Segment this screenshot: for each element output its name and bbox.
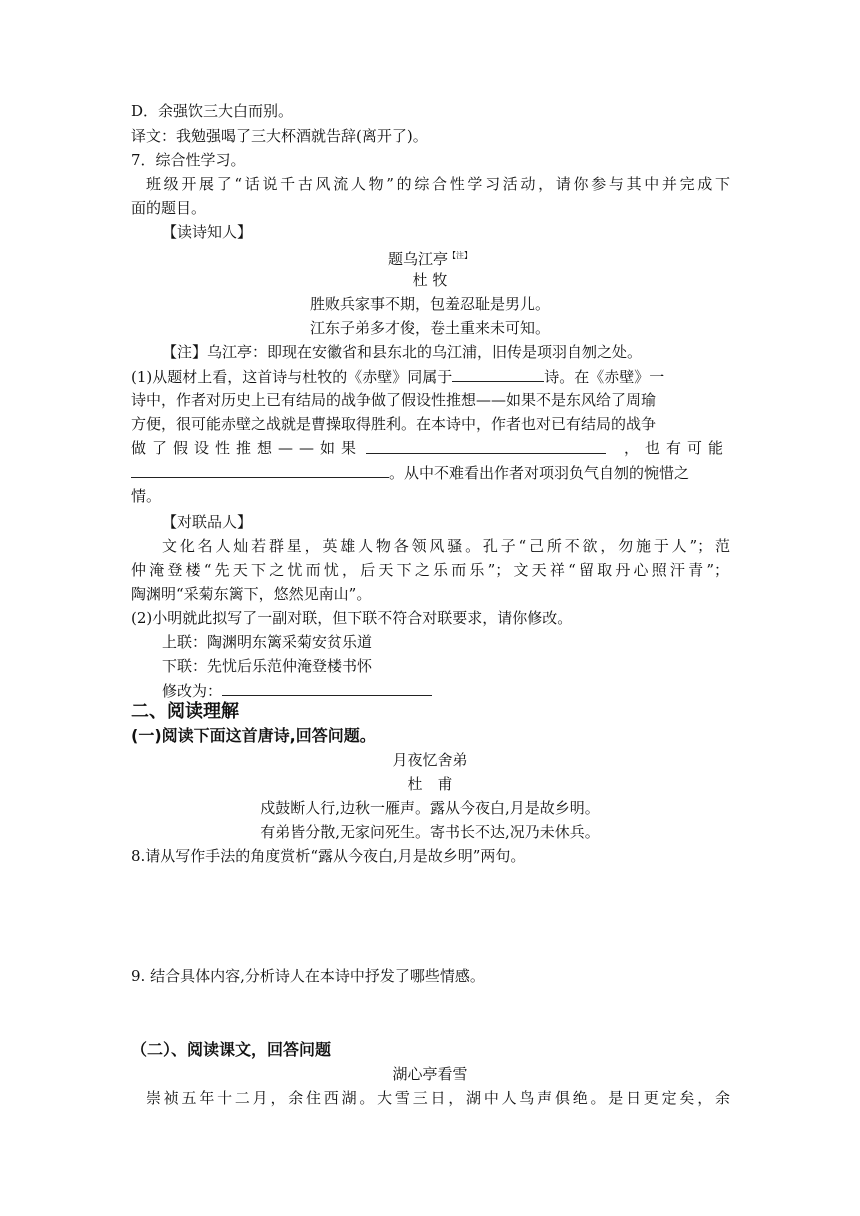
answer-blank-3[interactable] <box>131 461 389 478</box>
poem-title-text: 题乌江亭 <box>387 250 448 268</box>
poem-title-yuye: 月夜忆舍弟 <box>392 751 468 769</box>
question-1-line-6: 情。 <box>131 487 162 505</box>
question-1-line-5 <box>131 461 689 484</box>
poem-title-note-mark: 【注】 <box>448 251 472 260</box>
poem-line-2: 江东子弟多才俊，卷土重来未可知。 <box>309 319 550 337</box>
question-9: 9. 结合具体内容,分析诗人在本诗中抒发了哪些情感。 <box>131 967 485 985</box>
question-1-line-4 <box>131 437 729 459</box>
section-read-poem-heading: 【读诗知人】 <box>162 223 253 241</box>
couplet-intro-line-2: 仲淹登楼“先天下之忧而忧，后天下之乐而乐”；文天祥“留取丹心照汗青”； <box>131 561 729 579</box>
revision-label: 修改为： <box>162 682 223 700</box>
translation-line: 译文：我勉强喝了三大杯酒就告辞(离开了)。 <box>131 127 428 145</box>
section-couplet-heading: 【对联品人】 <box>162 513 253 531</box>
section-2-heading: 二、阅读理解 <box>131 701 239 722</box>
poem-author-dumu: 杜 牧 <box>412 271 448 289</box>
poem-author-dufu: 杜 甫 <box>407 775 453 793</box>
activity-intro-line-2: 面的题目。 <box>131 199 207 217</box>
question-2-prompt: (2)小明就此拟写了一副对联，但下联不符合对联要求，请你修改。 <box>131 609 573 627</box>
question-1-text-b: 诗。在《赤壁》一 <box>544 368 665 386</box>
poem-line-1: 胜败兵家事不期，包羞忍耻是男儿。 <box>309 295 550 313</box>
answer-blank-2[interactable] <box>366 437 606 454</box>
dufu-poem-line-2: 有弟皆分散,无家问死生。寄书长不达,况乃未休兵。 <box>260 823 600 841</box>
couplet-intro-line-1: 文化名人灿若群星，英雄人物各领风骚。孔子“己所不欲，勿施于人”；范 <box>162 537 730 555</box>
essay-first-line: 崇祯五年十二月，余住西湖。大雪三日，湖中人鸟声俱绝。是日更定矣，余 <box>146 1089 730 1107</box>
question-7-heading: 7．综合性学习。 <box>131 151 246 169</box>
question-1-text-d: ，也有可能 <box>623 439 729 457</box>
question-1-line-1 <box>131 365 664 388</box>
essay-title: 湖心亭看雪 <box>392 1065 468 1083</box>
question-1-text-c: 做了假设性推想——如果 <box>131 439 363 457</box>
answer-blank-1[interactable] <box>452 365 544 382</box>
dufu-poem-line-1: 戍鼓断人行,边秋一雁声。露从今夜白,月是故乡明。 <box>260 799 600 817</box>
couplet-intro-line-3: 陶渊明“采菊东篱下，悠然见南山”。 <box>131 585 372 603</box>
answer-blank-4[interactable] <box>222 679 432 696</box>
couplet-revision-line <box>162 679 432 702</box>
question-1-line-3: 方便，很可能赤壁之战就是曹操取得胜利。在本诗中，作者也对已有结局的战争 <box>131 415 657 433</box>
poem-note: 【注】乌江亭：即现在安徽省和县东北的乌江浦，旧传是项羽自刎之处。 <box>162 343 643 361</box>
couplet-lower-line: 下联：先忧后乐范仲淹登楼书怀 <box>162 657 373 675</box>
question-1-line-2: 诗中，作者对历史上已有结局的战争做了假设性推想——如果不是东风给了周瑜 <box>131 391 657 409</box>
couplet-upper-line: 上联：陶渊明东篱采菊安贫乐道 <box>162 633 373 651</box>
subsection-1-heading: (一)阅读下面这首唐诗,回答问题。 <box>131 726 376 745</box>
activity-intro-line-1: 班级开展了“话说千古风流人物”的综合性学习活动，请你参与其中并完成下 <box>146 175 730 193</box>
option-d-line: D．余强饮三大白而别。 <box>131 102 294 120</box>
question-1-text-e: 。从中不难看出作者对项羽负气自刎的惋惜之 <box>389 464 690 482</box>
question-1-text-a: (1)从题材上看，这首诗与杜牧的《赤壁》同属于 <box>131 368 453 386</box>
question-8: 8.请从写作手法的角度赏析“露从今夜白,月是故乡明”两句。 <box>131 847 526 865</box>
subsection-2-heading: （二）、阅读课文，回答问题 <box>131 1040 332 1059</box>
poem-title-wujiang <box>120 245 740 270</box>
